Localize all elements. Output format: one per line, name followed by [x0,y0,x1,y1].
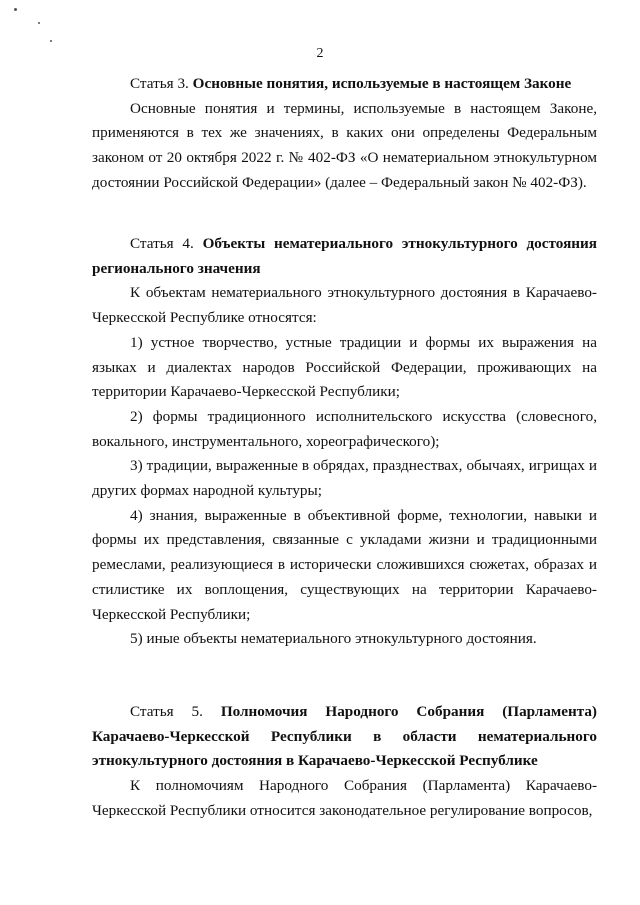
article-4-item-4: 4) знания, выраженные в объективной форме, технологии, навыки и формы их представления, связанные с укладами жизни и традиционными ремеслами, реализующиеся в исторически сложившихся сюжетах, образах и стилистике их воплощения, существующих на территории Карачаево-Черкесской Республики; [92,506,597,623]
article-4-item-2: 2) формы традиционного исполнительского искусства (словесного, вокального, инструментального, хореографического); [92,407,597,450]
scan-speck [14,8,17,11]
article-5 [92,700,597,824]
scan-speck [50,40,52,42]
article-3-paragraph: Основные понятия и термины, используемые в настоящем Законе, применяются в тех же значениях, в каких они определены Федеральным законом от 20 октября 2022 г. № 402-ФЗ «О нематериальном этнокультурном достоянии Российской Федерации» (далее – Федеральный закон № 402-ФЗ). [92,99,597,191]
article-4-title: Объекты нематериального этнокультурного достояния регионального значения [92,235,597,277]
article-4-item-3: 3) традиции, выраженные в обрядах, празднествах, обычаях, игрищах и других формах народной культуры; [92,457,597,500]
article-5-title: Полномочия Народного Собрания (Парламента) Карачаево-Черкесской Республики в области нематериального этнокультурного достояния в Карачаево-Черкесской Республике [92,703,597,770]
article-5-prefix: Статья 5. [130,703,203,720]
page-number: 2 [316,46,324,61]
article-4-paragraph: К объектам нематериального этнокультурного достояния в Карачаево-Черкесской Республике относятся: [92,284,597,327]
article-4-prefix: Статья 4. [130,235,194,252]
article-4-item-1: 1) устное творчество, устные традиции и формы их выражения на языках и диалектах народов Российской Федерации, проживающих на территории Карачаево-Черкесской Республики; [92,333,597,401]
article-3-prefix: Статья 3. [130,75,189,92]
article-4-item-5: 5) иные объекты нематериального этнокультурного достояния. [130,630,537,648]
article-4 [92,232,597,652]
article-5-paragraph: К полномочиям Народного Собрания (Парламента) Карачаево-Черкесской Республики относится законодательное регулирование вопросов, [92,777,597,819]
article-5-heading [92,700,597,774]
article-3 [92,72,597,196]
article-3-title: Основные понятия, используемые в настоящем Законе [192,75,572,92]
scan-speck [38,22,40,24]
article-3-heading [92,72,597,97]
article-4-heading [92,232,597,281]
